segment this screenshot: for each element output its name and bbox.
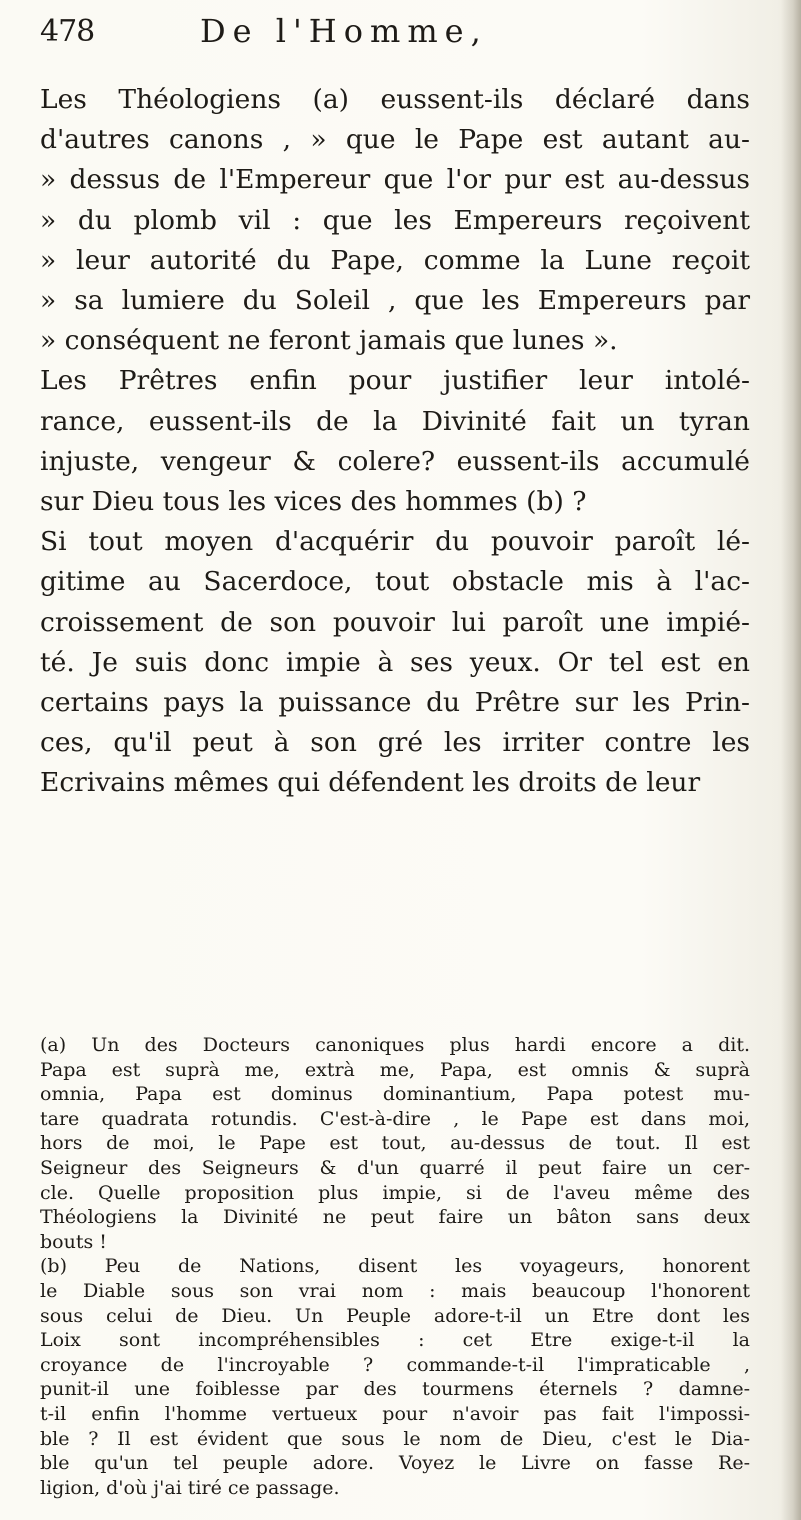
footnote-line: cle. Quelle proposition plus impie, si de l'aveu même des	[40, 1181, 750, 1204]
page-header	[40, 8, 720, 52]
text-line: rance, eussent-ils de la Divinité fait un tyran	[40, 405, 750, 437]
footnote-line: Loix sont incompréhensibles : cet Etre exige-t-il la	[40, 1329, 750, 1352]
text-line: té. Je suis donc impie à ses yeux. Or tel est en	[40, 646, 750, 678]
footnote-line: Seigneur des Seigneurs & d'un quarré il peut faire un cer-	[40, 1156, 750, 1179]
text-line: » sa lumiere du Soleil , que les Empereurs par	[40, 285, 750, 317]
footnote-line: Théologiens la Divinité ne peut faire un bâton sans deux	[40, 1206, 750, 1229]
text-line: ces, qu'il peut à son gré les irriter contre les	[40, 727, 750, 759]
text-line: d'autres canons , » que le Pape est autant au-	[40, 124, 750, 156]
page-edge-shadow	[781, 0, 801, 1520]
text-line: Les Prêtres enfin pour justifier leur intolé-	[40, 365, 750, 397]
text-line: Si tout moyen d'acquérir du pouvoir paroît lé-	[40, 526, 750, 558]
footnote-line: tare quadrata rotundis. C'est-à-dire , le Pape est dans moi,	[40, 1107, 750, 1130]
page-number: 478	[40, 14, 95, 49]
footnote-line: t-il enfin l'homme vertueux pour n'avoir pas fait l'impossi-	[40, 1402, 750, 1425]
footnote-line: ble ? Il est évident que sous le nom de Dieu, c'est le Dia-	[40, 1427, 750, 1450]
footnote-line: hors de moi, le Pape est tout, au-dessus de tout. Il est	[40, 1132, 750, 1155]
text-line: Les Théologiens (a) eussent-ils déclaré dans	[40, 84, 750, 115]
footnote-line: le Diable sous son vrai nom : mais beaucoup l'honorent	[40, 1279, 750, 1302]
footnote-line: (b) Peu de Nations, disent les voyageurs, honorent	[40, 1255, 750, 1278]
text-line: gitime au Sacerdoce, tout obstacle mis à l'ac-	[40, 566, 750, 598]
main-text	[40, 80, 750, 804]
footnote-line: croyance de l'incroyable ? commande-t-il l'impraticable ,	[40, 1353, 750, 1376]
footnote-line: sous celui de Dieu. Un Peuple adore-t-il un Etre dont les	[40, 1304, 750, 1327]
footnote-line: Papa est suprà me, extrà me, Papa, est omnis & suprà	[40, 1058, 750, 1081]
footnote-line: punit-il une foiblesse par des tourmens éternels ? damne-	[40, 1378, 750, 1401]
text-line: sur Dieu tous les vices des hommes (b) ?	[40, 486, 587, 518]
text-line: » du plomb vil : que les Empereurs reçoivent	[40, 204, 750, 236]
footnote-line: omnia, Papa est dominus dominantium, Papa potest mu-	[40, 1083, 750, 1106]
footnote-line: ble qu'un tel peuple adore. Voyez le Livre on fasse Re-	[40, 1452, 750, 1475]
text-line: » conséquent ne feront jamais que lunes ».	[40, 325, 618, 357]
text-line: certains pays la puissance du Prêtre sur les Prin-	[40, 687, 750, 719]
running-head: De l'Homme,	[200, 12, 488, 50]
footnote-line: ligion, d'où j'ai tiré ce passage.	[40, 1476, 340, 1499]
footnotes	[40, 1033, 750, 1500]
text-line: Ecrivains mêmes qui défendent les droits de leur	[40, 767, 701, 799]
footnote-line: (a) Un des Docteurs canoniques plus hardi encore a dit.	[40, 1034, 750, 1056]
text-line: croissement de son pouvoir lui paroît une impié-	[40, 606, 750, 638]
text-line: » leur autorité du Pape, comme la Lune reçoit	[40, 244, 750, 276]
text-line: injuste, vengeur & colere? eussent-ils accumulé	[40, 445, 750, 477]
text-line: » dessus de l'Empereur que l'or pur est au-dessus	[40, 164, 750, 196]
footnote-line: bouts !	[40, 1230, 107, 1253]
